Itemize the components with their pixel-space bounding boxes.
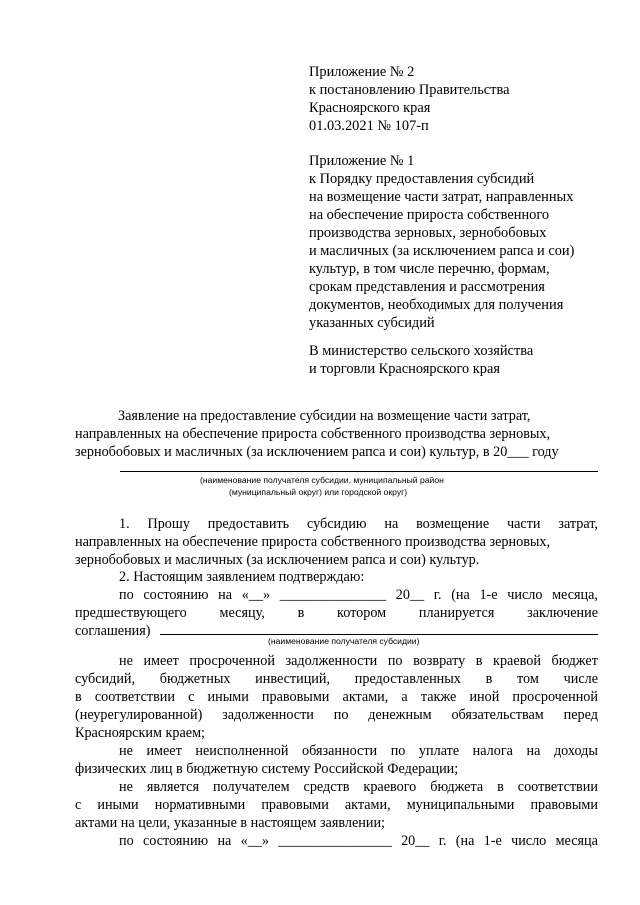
date1-line-2 <box>75 604 598 622</box>
debt-line-5: Красноярским краем; <box>75 725 205 741</box>
appendix-1-line-10: указанных субсидий <box>309 315 435 331</box>
word: г. <box>438 833 447 849</box>
appendix-2-line-1: Приложение № 2 <box>309 64 415 80</box>
word: просроченной <box>189 653 275 669</box>
word: (на <box>455 833 475 849</box>
tax-line-1 <box>119 742 598 760</box>
word: по <box>387 653 403 669</box>
word: (на <box>451 587 470 603</box>
word: просроченной <box>512 689 598 705</box>
appendix-2-line-3: Красноярского края <box>309 100 431 116</box>
word: ________________ <box>278 833 392 849</box>
word: числе <box>563 671 598 687</box>
word: субсидий, <box>75 671 136 687</box>
para1-line-2: направленных на обеспечение прироста собственного производства зерновых, <box>75 534 551 550</box>
appendix-1-line-7: культур, в том числе перечню, формам, <box>309 261 550 277</box>
word: предоставленных <box>354 671 461 687</box>
appendix-1-line-2: к Порядку предоставления субсидий <box>309 171 535 187</box>
word: по <box>333 707 349 723</box>
debt-line-4 <box>75 706 598 724</box>
word: месяца <box>555 833 598 849</box>
word: уплате <box>418 743 460 759</box>
word: на <box>526 743 541 759</box>
word: месяца, <box>552 587 598 603</box>
appendix-1-line-3: на возмещение части затрат, направленных <box>309 189 574 205</box>
date1-line-1 <box>119 586 598 604</box>
recipient-name-underline <box>120 471 598 472</box>
word: «__» <box>240 833 269 849</box>
word: бюджета <box>430 779 484 795</box>
word: налога <box>472 743 513 759</box>
debt-line-2 <box>75 670 598 688</box>
title-line-3: зернобобовых и масличных (за исключением рапса и сои) культур, в 20___ году <box>75 444 559 460</box>
word: на <box>384 516 399 532</box>
word: не <box>119 779 133 795</box>
word: задолженности <box>285 653 378 669</box>
word: также <box>420 689 457 705</box>
word: том <box>517 671 539 687</box>
appendix-1-line-8: срокам представления и рассмотрения <box>309 279 545 295</box>
word: с <box>188 689 195 705</box>
word: в <box>497 779 504 795</box>
para1-line-1 <box>119 515 598 533</box>
debt-line-1 <box>119 652 598 670</box>
word: соответствии <box>517 779 598 795</box>
word: затрат, <box>558 516 598 532</box>
word: по <box>390 743 406 759</box>
word: имеет <box>146 743 182 759</box>
date1-line-3: соглашения) <box>75 623 151 639</box>
date2-line-1 <box>119 832 598 850</box>
word: правовыми <box>261 797 329 813</box>
word: иными <box>207 689 249 705</box>
word: (неурегулированной) <box>75 707 203 723</box>
word: актами, <box>342 689 389 705</box>
word: г. <box>433 587 442 603</box>
word: Прошу <box>147 516 190 532</box>
word: субсидию <box>306 516 367 532</box>
appendix-1-line-4: на обеспечение прироста собственного <box>309 207 550 223</box>
word: обязательствам <box>451 707 544 723</box>
word: доходы <box>553 743 598 759</box>
word: возврату <box>413 653 466 669</box>
word: в <box>475 653 483 669</box>
word: получателем <box>212 779 290 795</box>
appendix-1-line-1: Приложение № 1 <box>309 153 415 169</box>
word: актами, <box>344 797 391 813</box>
addressee-line-1: В министерство сельского хозяйства <box>309 343 534 359</box>
word: правовыми <box>261 689 330 705</box>
word: в <box>297 605 305 621</box>
word: _______________ <box>279 587 387 603</box>
word: бюджетных <box>159 671 231 687</box>
word: «__» <box>241 587 271 603</box>
recipient-line-1 <box>119 778 598 796</box>
word: иными <box>97 797 139 813</box>
appendix-2-line-4: 01.03.2021 № 107-п <box>309 118 429 134</box>
word: части <box>506 516 541 532</box>
word: 20__ <box>395 587 425 603</box>
appendix-1-line-5: производства зерновых, зернобобовых <box>309 225 547 241</box>
word: 1-е <box>479 587 498 603</box>
word: инвестиций, <box>255 671 331 687</box>
word: 1-е <box>483 833 502 849</box>
para2-heading: 2. Настоящим заявлением подтверждаю: <box>119 569 365 585</box>
word: заключение <box>527 605 598 621</box>
debt-line-3 <box>75 688 598 706</box>
word: перед <box>563 707 598 723</box>
word: предшествующего <box>75 605 187 621</box>
word: месяцу, <box>219 605 265 621</box>
word: по <box>119 833 134 849</box>
word: с <box>75 797 82 813</box>
word: планируется <box>418 605 495 621</box>
word: соответствии <box>94 689 175 705</box>
word: правовыми <box>530 797 598 813</box>
word: возмещение <box>416 516 490 532</box>
word: краевой <box>493 653 541 669</box>
word: средств <box>303 779 350 795</box>
appendix-1-line-9: документов, необходимых для получения <box>309 297 564 313</box>
addressee-line-2: и торговли Красноярского края <box>309 361 500 377</box>
caption-recipient-line-1: (наименование получателя субсидии, муниципальный район <box>200 475 444 485</box>
appendix-1-line-6: и масличных (за исключением рапса и сои) <box>309 243 575 259</box>
title-line-1: Заявление на предоставление субсидии на возмещение части затрат, <box>118 408 531 424</box>
word: число <box>507 587 543 603</box>
word: нормативными <box>154 797 246 813</box>
word: 1. <box>119 516 130 532</box>
word: муниципальными <box>406 797 515 813</box>
word: краевого <box>363 779 417 795</box>
word: на <box>218 587 233 603</box>
caption-recipient-short: (наименование получателя субсидии) <box>268 636 420 646</box>
word: не <box>119 653 133 669</box>
word: бюджет <box>551 653 598 669</box>
word: в <box>485 671 493 687</box>
word: по <box>119 587 134 603</box>
word: задолженности <box>222 707 314 723</box>
word: на <box>217 833 232 849</box>
word: денежным <box>368 707 432 723</box>
word: имеет <box>143 653 179 669</box>
recipient-line-3: актами на цели, указанные в настоящем заявлении; <box>75 815 385 831</box>
caption-recipient-line-2: (муниципальный округ) или городской округ) <box>229 487 408 497</box>
word: а <box>401 689 408 705</box>
word: котором <box>337 605 387 621</box>
word: состоянию <box>143 587 209 603</box>
word: в <box>75 689 82 705</box>
word: иной <box>469 689 500 705</box>
para1-line-3: зернобобовых и масличных (за исключением рапса и сои) культур. <box>75 552 480 568</box>
word: число <box>511 833 547 849</box>
word: обязанности <box>302 743 378 759</box>
appendix-2-line-2: к постановлению Правительства <box>309 82 510 98</box>
tax-line-2: физических лиц в бюджетную систему Российской Федерации; <box>75 761 459 777</box>
word: предоставить <box>207 516 290 532</box>
recipient-line-2 <box>75 796 598 814</box>
word: неисполненной <box>195 743 289 759</box>
title-line-2: направленных на обеспечение прироста собственного производства зерновых, <box>75 426 551 442</box>
word: является <box>146 779 199 795</box>
word: состоянию <box>142 833 209 849</box>
word: не <box>119 743 133 759</box>
word: 20__ <box>401 833 430 849</box>
